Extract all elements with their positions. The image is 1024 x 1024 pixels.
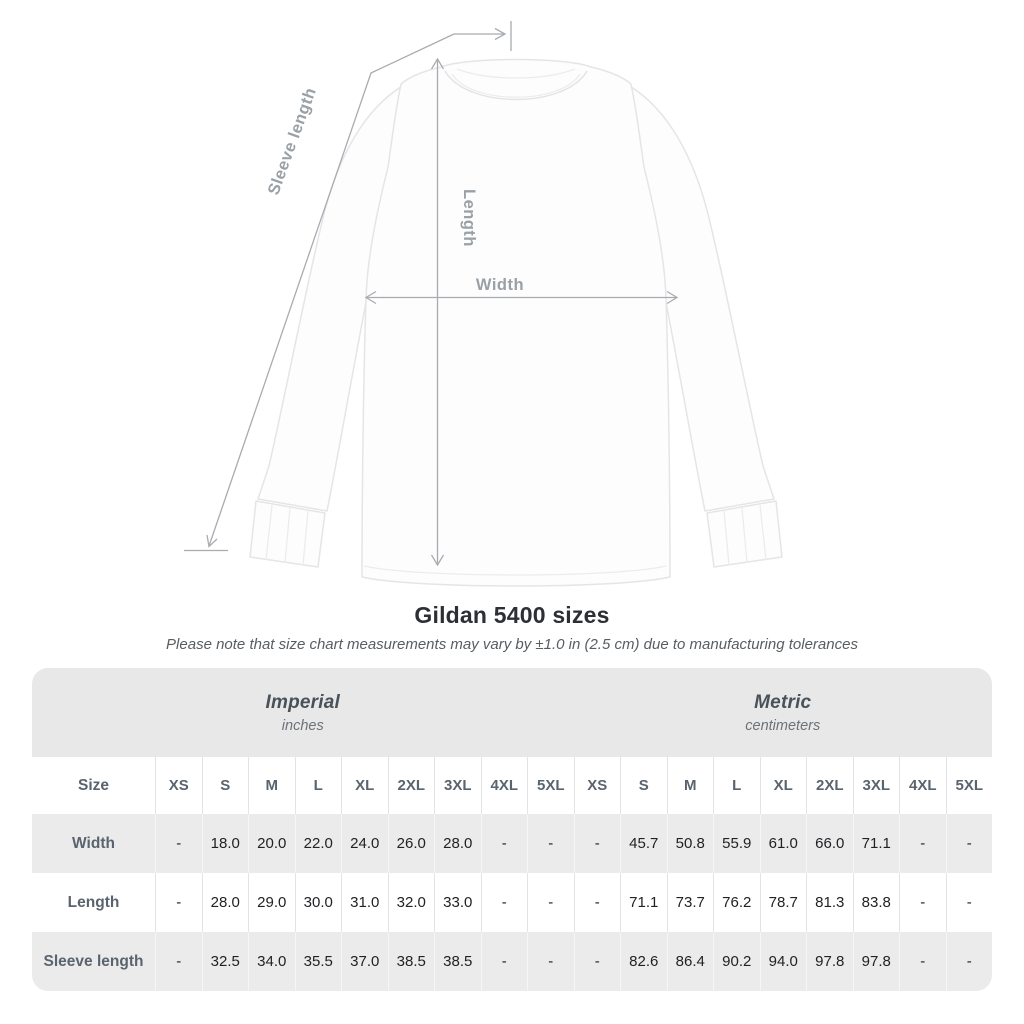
- value-cell-imperial: 20.0: [248, 814, 295, 873]
- metric-group-unit: centimeters: [745, 717, 821, 734]
- value-cell-imperial: 28.0: [434, 814, 481, 873]
- row-label: Sleeve length: [43, 952, 144, 970]
- size-column-header-imperial-s: S: [202, 757, 249, 814]
- value-cell-metric: 97.8: [806, 932, 853, 991]
- size-column-header-imperial-3xl: 3XL: [434, 757, 481, 814]
- value-cell-imperial: -: [155, 873, 202, 932]
- shirt-graphic: [250, 60, 782, 587]
- length-label: Length: [460, 189, 478, 247]
- value-cell-imperial: -: [527, 873, 574, 932]
- value-cell-metric: 45.7: [620, 814, 667, 873]
- value-cell-metric: -: [946, 932, 993, 991]
- table-row-sleeve-length: [32, 932, 992, 991]
- unit-group-band: [32, 668, 992, 757]
- value-cell-metric: 55.9: [713, 814, 760, 873]
- imperial-group-header: [32, 668, 574, 757]
- metric-group-header: [574, 668, 993, 757]
- tolerance-note: Please note that size chart measurements may vary by ±1.0 in (2.5 cm) due to manufacturing tolerances: [166, 636, 858, 653]
- value-cell-metric: 71.1: [853, 814, 900, 873]
- size-column-header-metric-s: S: [620, 757, 667, 814]
- value-cell-metric: 97.8: [853, 932, 900, 991]
- value-cell-imperial: 38.5: [434, 932, 481, 991]
- value-cell-metric: -: [946, 814, 993, 873]
- value-cell-metric: -: [946, 873, 993, 932]
- size-column-header-imperial-xl: XL: [341, 757, 388, 814]
- value-cell-imperial: 33.0: [434, 873, 481, 932]
- value-cell-metric: -: [899, 873, 946, 932]
- value-cell-imperial: 24.0: [341, 814, 388, 873]
- size-chart-table: [32, 668, 992, 991]
- value-cell-imperial: -: [527, 814, 574, 873]
- size-header-row: [32, 757, 992, 814]
- value-cell-imperial: 30.0: [295, 873, 342, 932]
- metric-group-title: Metric: [754, 691, 812, 713]
- table-row-length: [32, 873, 992, 932]
- size-column-header-imperial-l: L: [295, 757, 342, 814]
- value-cell-metric: 81.3: [806, 873, 853, 932]
- value-cell-metric: 94.0: [760, 932, 807, 991]
- size-column-header-imperial-m: M: [248, 757, 295, 814]
- size-column-header-metric-xl: XL: [760, 757, 807, 814]
- value-cell-metric: -: [574, 814, 621, 873]
- value-cell-imperial: 35.5: [295, 932, 342, 991]
- size-header-cell: Size: [77, 776, 109, 794]
- value-cell-metric: -: [899, 932, 946, 991]
- imperial-group-title: Imperial: [265, 691, 340, 713]
- value-cell-metric: -: [574, 873, 621, 932]
- imperial-group-unit: inches: [281, 717, 324, 734]
- value-cell-imperial: 29.0: [248, 873, 295, 932]
- value-cell-imperial: -: [481, 873, 528, 932]
- size-column-header-metric-l: L: [713, 757, 760, 814]
- size-column-header-imperial-2xl: 2XL: [388, 757, 435, 814]
- size-column-header-metric-2xl: 2XL: [806, 757, 853, 814]
- size-column-header-metric-xs: XS: [574, 757, 621, 814]
- value-cell-metric: 61.0: [760, 814, 807, 873]
- value-cell-metric: 90.2: [713, 932, 760, 991]
- value-cell-imperial: -: [155, 814, 202, 873]
- value-cell-imperial: 34.0: [248, 932, 295, 991]
- value-cell-metric: 78.7: [760, 873, 807, 932]
- value-cell-imperial: 26.0: [388, 814, 435, 873]
- value-cell-imperial: 37.0: [341, 932, 388, 991]
- value-cell-metric: -: [899, 814, 946, 873]
- value-cell-metric: 71.1: [620, 873, 667, 932]
- value-cell-imperial: -: [155, 932, 202, 991]
- value-cell-imperial: 32.5: [202, 932, 249, 991]
- size-column-header-metric-4xl: 4XL: [899, 757, 946, 814]
- value-cell-imperial: -: [481, 932, 528, 991]
- value-cell-imperial: -: [481, 814, 528, 873]
- size-column-header-imperial-4xl: 4XL: [481, 757, 528, 814]
- value-cell-imperial: 38.5: [388, 932, 435, 991]
- size-column-header-metric-3xl: 3XL: [853, 757, 900, 814]
- value-cell-metric: 50.8: [667, 814, 714, 873]
- value-cell-metric: 83.8: [853, 873, 900, 932]
- size-column-header-metric-m: M: [667, 757, 714, 814]
- width-label: Width: [475, 276, 525, 294]
- value-cell-metric: 86.4: [667, 932, 714, 991]
- value-cell-imperial: 28.0: [202, 873, 249, 932]
- value-cell-imperial: 18.0: [202, 814, 249, 873]
- value-cell-metric: -: [574, 932, 621, 991]
- value-cell-metric: 76.2: [713, 873, 760, 932]
- page-title: Gildan 5400 sizes: [414, 602, 610, 628]
- value-cell-metric: 82.6: [620, 932, 667, 991]
- value-cell-imperial: 31.0: [341, 873, 388, 932]
- value-cell-metric: 73.7: [667, 873, 714, 932]
- sleeve-length-label: Sleeve length: [264, 85, 321, 198]
- value-cell-imperial: 32.0: [388, 873, 435, 932]
- row-label: Width: [72, 834, 115, 852]
- size-column-header-metric-5xl: 5XL: [946, 757, 993, 814]
- table-body: [32, 814, 992, 991]
- size-column-header-imperial-xs: XS: [155, 757, 202, 814]
- size-column-header-imperial-5xl: 5XL: [527, 757, 574, 814]
- table-row-width: [32, 814, 992, 873]
- value-cell-metric: 66.0: [806, 814, 853, 873]
- value-cell-imperial: -: [527, 932, 574, 991]
- row-label: Length: [67, 893, 120, 911]
- value-cell-imperial: 22.0: [295, 814, 342, 873]
